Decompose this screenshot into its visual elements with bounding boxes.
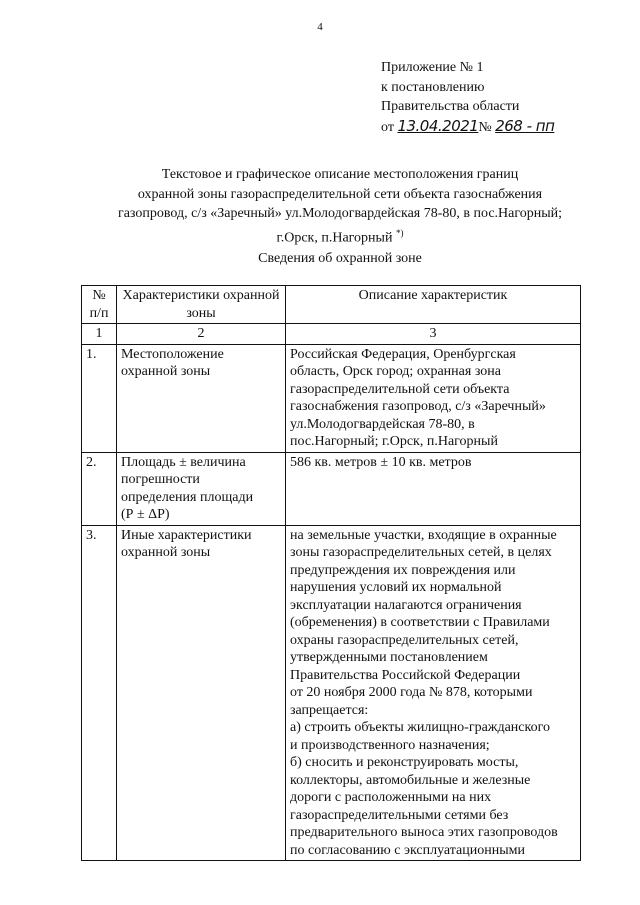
table-row [82, 525, 581, 861]
zone-info-table [81, 285, 581, 861]
header-number: № п/п [82, 286, 117, 324]
appendix-block [381, 58, 554, 137]
text-line: запрещается: [290, 702, 369, 718]
document-title [80, 165, 600, 248]
text-line: по согласованию с эксплуатационными [290, 842, 525, 858]
text-line: и производственного назначения; [290, 737, 490, 753]
text-line: утвержденными постановлением [290, 650, 488, 665]
text-line: 586 кв. метров ± 10 кв. метров [290, 454, 472, 470]
text-line: погрешности [121, 472, 200, 487]
title-line-2: охранной зоны газораспределительной сети объекта газоснабжения [137, 186, 543, 202]
number-prefix: № [478, 119, 492, 135]
appendix-date-line [381, 117, 554, 138]
handwritten-number: 268 - пп [495, 116, 555, 135]
text-line: на земельные участки, входящие в охранные [290, 527, 557, 543]
text-line: охранной зоны [121, 545, 211, 560]
appendix-line-3: Правительства области [381, 99, 520, 114]
index-cell-2: 2 [117, 324, 286, 345]
row-characteristic [117, 452, 286, 525]
text-line: от 20 ноября 2000 года № 878, которыми [290, 685, 533, 700]
text-line: охраны газораспределительных сетей, [290, 632, 519, 648]
row-description [286, 525, 581, 861]
row-characteristic [117, 344, 286, 452]
text-line: (Р ± ΔР) [121, 507, 170, 522]
text-line: коллекторы, автомобильные и железные [290, 772, 531, 788]
text-line: а) строить объекты жилищно-гражданского [290, 720, 550, 735]
row-description [286, 344, 581, 452]
table-index-row [82, 324, 581, 345]
text-line: Местоположение [121, 346, 224, 362]
table-row [82, 344, 581, 452]
text-line: пос.Нагорный; г.Орск, п.Нагорный [290, 434, 498, 449]
footnote-mark: *) [395, 227, 404, 238]
row-number: 3. [82, 525, 117, 861]
text-line: газоснабжения газопровод, с/з «Заречный» [290, 399, 546, 414]
title-line-1: Текстовое и графическое описание местоположения границ [161, 167, 519, 182]
text-line: газораспределительными сетями без [290, 807, 509, 823]
table-header-row [82, 286, 581, 324]
text-line: Иные характеристики [121, 527, 252, 543]
text-line: предупреждения их повреждения или [290, 562, 516, 578]
text-line: Правительства Российской Федерации [290, 667, 521, 683]
text-line: охранной зоны [121, 364, 211, 379]
text-line: эксплуатации налагаются ограничения [290, 597, 522, 613]
handwritten-date: 13.04.2021 [397, 116, 479, 135]
row-description [286, 452, 581, 525]
header-description: Описание характеристик [286, 286, 581, 324]
section-subtitle: Сведения об охранной зоне [258, 251, 422, 266]
text-line: дороги с расположенными на них [290, 790, 492, 805]
title-line-4-text: г.Орск, п.Нагорный [276, 230, 393, 246]
text-line: газораспределительной сети объекта [290, 381, 510, 397]
appendix-line-2: к постановлению [381, 79, 485, 95]
index-cell-3: 3 [286, 324, 581, 345]
text-line: ул.Молодогвардейская 78-80, в [290, 416, 475, 432]
text-line: область, Орск город; охранная зона [290, 364, 501, 379]
header-characteristics: Характеристики охранной зоны [117, 286, 286, 324]
text-line: Российская Федерация, Оренбургская [290, 346, 516, 362]
appendix-line-1: Приложение № 1 [381, 60, 484, 75]
title-line-3: газопровод, с/з «Заречный» ул.Молодогвардейская 78-80, в пос.Нагорный; [117, 206, 563, 221]
text-line: нарушения условий их нормальной [290, 580, 502, 595]
page-number: 4 [317, 21, 323, 33]
title-line-4 [80, 224, 600, 248]
text-line: б) сносить и реконструировать мосты, [290, 755, 519, 770]
text-line: предварительного выноса этих газопроводов [290, 825, 558, 840]
row-number: 1. [82, 344, 117, 452]
text-line: Площадь ± величина [121, 454, 246, 470]
text-line: зоны газораспределительных сетей, в целях [290, 545, 552, 560]
text-line: (обременения) в соответствии с Правилами [290, 615, 550, 630]
row-number: 2. [82, 452, 117, 525]
date-prefix: от [381, 119, 394, 135]
text-line: определения площади [121, 489, 254, 505]
row-characteristic [117, 525, 286, 861]
index-cell-1: 1 [82, 324, 117, 345]
table-row [82, 452, 581, 525]
